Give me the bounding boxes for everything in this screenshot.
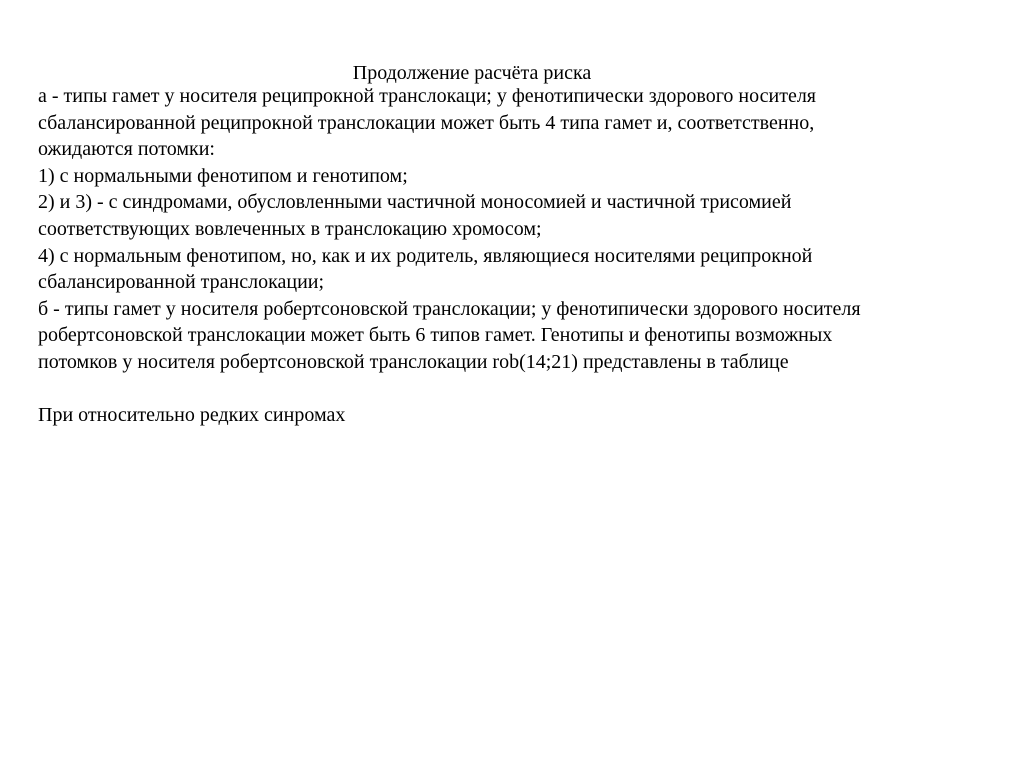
- text-line: робертсоновской транслокации может быть 6 типов гамет. Генотипы и фенотипы возможных: [38, 324, 833, 347]
- text-line: сбалансированной реципрокной транслокации может быть 4 типа гамет и, соответственно,: [38, 111, 815, 134]
- text-line: сбалансированной транслокации;: [38, 271, 325, 294]
- text-line: 1) с нормальными фенотипом и генотипом;: [38, 164, 408, 187]
- body-text: [38, 83, 998, 429]
- text-line: потомков у носителя робертсоновской транслокации rob(14;21) представлены в таблице: [38, 350, 789, 373]
- footer-line: При относительно редких синромах: [38, 404, 346, 427]
- text-line: б - типы гамет у носителя робертсоновской транслокации; у фенотипически здорового носителя: [38, 297, 861, 320]
- text-line: соответствующих вовлеченных в транслокацию хромосом;: [38, 217, 542, 240]
- text-line: а - типы гамет у носителя реципрокной транслокаци; у фенотипически здорового носителя: [38, 85, 816, 107]
- text-line: 4) с нормальным фенотипом, но, как и их родитель, являющиеся носителями реципрокной: [38, 244, 813, 267]
- blank-line: [38, 376, 998, 403]
- text-line: ожидаются потомки:: [38, 138, 215, 161]
- slide-title: Продолжение расчёта риска: [352, 62, 592, 84]
- text-line: 2) и 3) - с синдромами, обусловленными частичной моносомией и частичной трисомией: [38, 191, 792, 214]
